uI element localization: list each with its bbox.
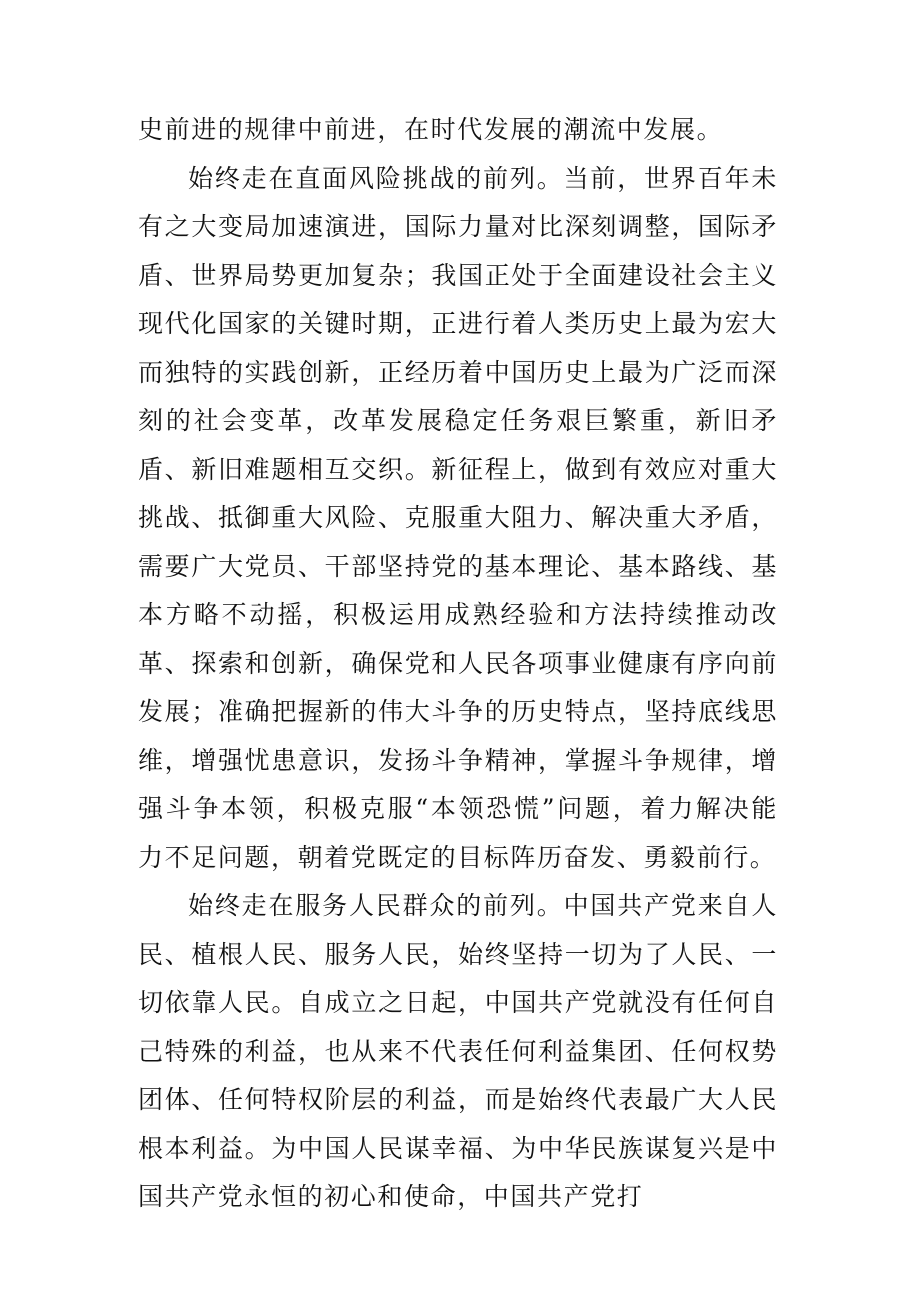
paragraph-serve-people: 始终走在服务人民群众的前列。中国共产党来自人民、植根人民、服务人民，始终坚持一切为了人民、一切依靠人民。自成立之日起，中国共产党就没有任何自己特殊的利益，也从来不代表任何利益集团、任何权势团体、任何特权阶层的利益，而是始终代表最广大人民根本利益。为中国人民谋幸福、为中华民族谋复兴是中国共产党永恒的初心和使命，中国共产党打	[138, 891, 778, 1211]
paragraph-continuation: 史前进的规律中前进，在时代发展的潮流中发展。	[138, 115, 724, 144]
paragraph-risk-challenge: 始终走在直面风险挑战的前列。当前，世界百年未有之大变局加速演进，国际力量对比深刻调整，国际矛盾、世界局势更加复杂；我国正处于全面建设社会主义现代化国家的关键时期，正进行着人类历史上最为宏大而独特的实践创新，正经历着中国历史上最为广泛而深刻的社会变革，改革发展稳定任务艰巨繁重，新旧矛盾、新旧难题相互交织。新征程上，做到有效应对重大挑战、抵御重大风险、克服重大阻力、解决重大矛盾，需要广大党员、干部坚持党的基本理论、基本路线、基本方略不动摇，积极运用成熟经验和方法持续推动改革、探索和创新，确保党和人民各项事业健康有序向前发展；准确把握新的伟大斗争的历史特点，坚持底线思维，增强忧患意识，发扬斗争精神，掌握斗争规律，增强斗争本领，积极克服“本领恐慌”问题，着力解决能力不足问题，朝着党既定的目标阵历奋发、勇毅前行。	[138, 163, 778, 872]
document-page	[138, 106, 778, 1222]
